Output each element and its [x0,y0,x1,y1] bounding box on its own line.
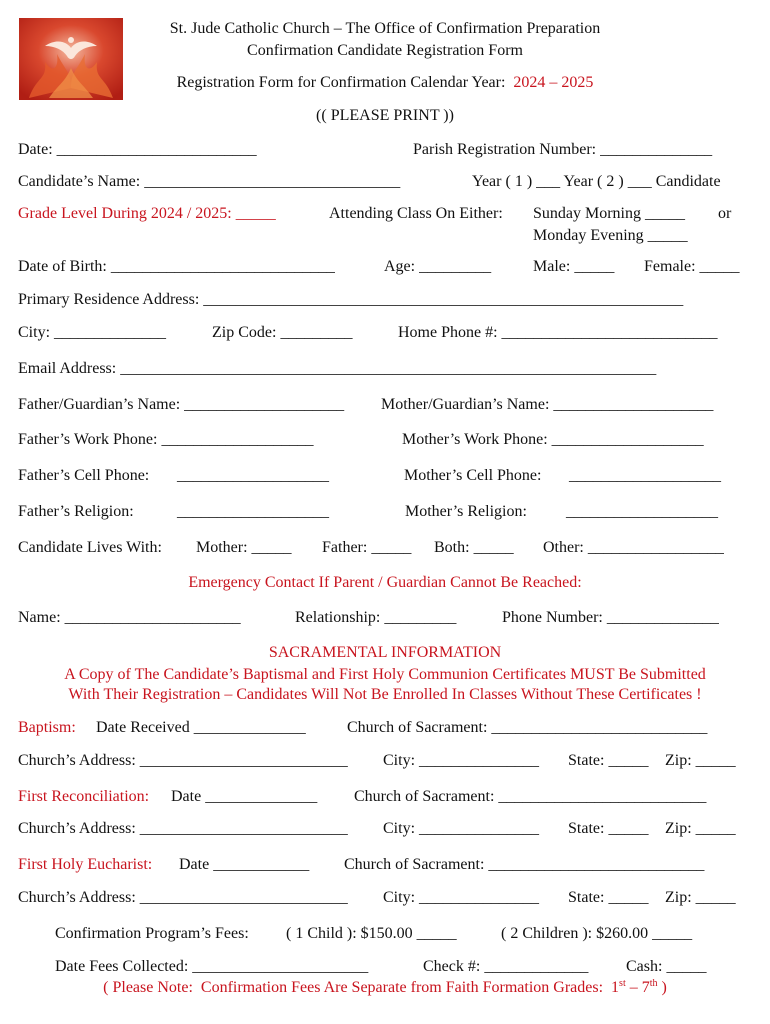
fees-label: Confirmation Program’s Fees: [55,925,249,942]
candidate-name-field[interactable]: Candidate’s Name: ________________________________ [18,173,401,190]
one-child-fee-field[interactable]: ( 1 Child ): $150.00 _____ [286,925,457,942]
reconciliation-church-address-field[interactable]: Church’s Address: __________________________ [18,820,348,837]
eucharist-zip-field[interactable]: Zip: _____ [665,889,736,906]
first-reconciliation-label: First Reconciliation: [18,788,150,805]
reconciliation-date-field[interactable]: Date ______________ [171,788,318,805]
year-choice-field[interactable]: Year ( 1 ) ___ Year ( 2 ) ___ Candidate [472,173,721,190]
mother-work-phone-field[interactable]: Mother’s Work Phone: ___________________ [402,431,704,448]
fees-note-prefix: ( Please Note: Confirmation Fees Are Separate from Faith Formation Grades: 1 [103,979,620,996]
attending-class-label: Attending Class On Either: [329,205,503,222]
calendar-year-line [0,75,770,91]
email-field[interactable]: Email Address: ___________________________________________________________________ [18,360,657,377]
female-field[interactable]: Female: _____ [644,258,740,275]
emergency-name-field[interactable]: Name: ______________________ [18,609,241,626]
fees-note-sup-st: st [619,978,626,989]
baptism-date-field[interactable]: Date Received ______________ [96,719,306,736]
certificate-notice-line2: With Their Registration – Candidates Will Not Be Enrolled In Classes Without These Certificates ! [68,686,702,703]
mother-cell-label: Mother’s Cell Phone: [404,467,542,484]
mother-cell-field[interactable]: ___________________ [569,467,721,484]
father-cell-label: Father’s Cell Phone: [18,467,150,484]
father-name-field[interactable]: Father/Guardian’s Name: ____________________ [18,396,345,413]
reconciliation-state-field[interactable]: State: _____ [568,820,649,837]
check-number-field[interactable]: Check #: _____________ [423,958,589,975]
eucharist-state-field[interactable]: State: _____ [568,889,649,906]
form-title: Confirmation Candidate Registration Form [247,42,523,59]
reconciliation-city-field[interactable]: City: _______________ [383,820,540,837]
grade-level-field[interactable]: Grade Level During 2024 / 2025: _____ [18,205,276,222]
church-office-title: St. Jude Catholic Church – The Office of Confirmation Preparation [169,20,601,37]
reconciliation-zip-field[interactable]: Zip: _____ [665,820,736,837]
emergency-heading: Emergency Contact If Parent / Guardian Cannot Be Reached: [188,574,582,591]
sacramental-heading: SACRAMENTAL INFORMATION [268,644,502,661]
lives-with-other-field[interactable]: Other: _________________ [543,539,724,556]
emergency-relationship-field[interactable]: Relationship: _________ [295,609,457,626]
date-fees-collected-field[interactable]: Date Fees Collected: ______________________ [55,958,369,975]
lives-with-mother-field[interactable]: Mother: _____ [196,539,292,556]
fees-note-suffix: ) [657,979,667,996]
sunday-morning-field[interactable]: Sunday Morning _____ [533,205,685,222]
fees-note-mid: – 7 [625,979,650,996]
parish-registration-field[interactable]: Parish Registration Number: ______________ [413,141,713,158]
cash-field[interactable]: Cash: _____ [626,958,707,975]
father-work-phone-field[interactable]: Father’s Work Phone: ___________________ [18,431,314,448]
baptism-label: Baptism: [18,719,76,736]
baptism-zip-field[interactable]: Zip: _____ [665,752,736,769]
baptism-church-field[interactable]: Church of Sacrament: ___________________________ [347,719,708,736]
certificate-notice-line1: A Copy of The Candidate’s Baptismal and First Holy Communion Certificates MUST Be Submitted [64,666,706,683]
calendar-year-label: Registration Form for Confirmation Calendar Year: [176,74,506,91]
primary-address-field[interactable]: Primary Residence Address: ____________________________________________________________ [18,291,684,308]
eucharist-city-field[interactable]: City: _______________ [383,889,540,906]
mother-name-field[interactable]: Mother/Guardian’s Name: ____________________ [381,396,714,413]
first-holy-eucharist-label: First Holy Eucharist: [18,856,153,873]
city-field[interactable]: City: ______________ [18,324,167,341]
age-field[interactable]: Age: _________ [384,258,492,275]
father-religion-field[interactable]: ___________________ [177,503,329,520]
baptism-state-field[interactable]: State: _____ [568,752,649,769]
reconciliation-church-field[interactable]: Church of Sacrament: __________________________ [354,788,707,805]
male-field[interactable]: Male: _____ [533,258,615,275]
baptism-city-field[interactable]: City: _______________ [383,752,540,769]
two-children-fee-field[interactable]: ( 2 Children ): $260.00 _____ [501,925,693,942]
mother-religion-label: Mother’s Religion: [405,503,527,520]
fees-note [0,980,770,996]
father-religion-label: Father’s Religion: [18,503,134,520]
baptism-church-address-field[interactable]: Church’s Address: __________________________ [18,752,348,769]
lives-with-father-field[interactable]: Father: _____ [322,539,412,556]
monday-evening-field[interactable]: Monday Evening _____ [533,227,688,244]
home-phone-field[interactable]: Home Phone #: ___________________________ [398,324,718,341]
zip-code-field[interactable]: Zip Code: _________ [212,324,353,341]
print-note: (( PLEASE PRINT )) [316,107,454,124]
emergency-phone-field[interactable]: Phone Number: ______________ [502,609,719,626]
father-cell-field[interactable]: ___________________ [177,467,329,484]
lives-with-both-field[interactable]: Both: _____ [434,539,514,556]
date-of-birth-field[interactable]: Date of Birth: ____________________________ [18,258,335,275]
calendar-year-value: 2024 – 2025 [513,74,594,91]
eucharist-date-field[interactable]: Date ____________ [179,856,310,873]
mother-religion-field[interactable]: ___________________ [566,503,718,520]
lives-with-label: Candidate Lives With: [18,539,162,556]
eucharist-church-field[interactable]: Church of Sacrament: ___________________________ [344,856,705,873]
or-label: or [718,205,732,222]
fees-note-sup-th: th [649,978,658,989]
eucharist-church-address-field[interactable]: Church’s Address: __________________________ [18,889,348,906]
date-field[interactable]: Date: _________________________ [18,141,257,158]
